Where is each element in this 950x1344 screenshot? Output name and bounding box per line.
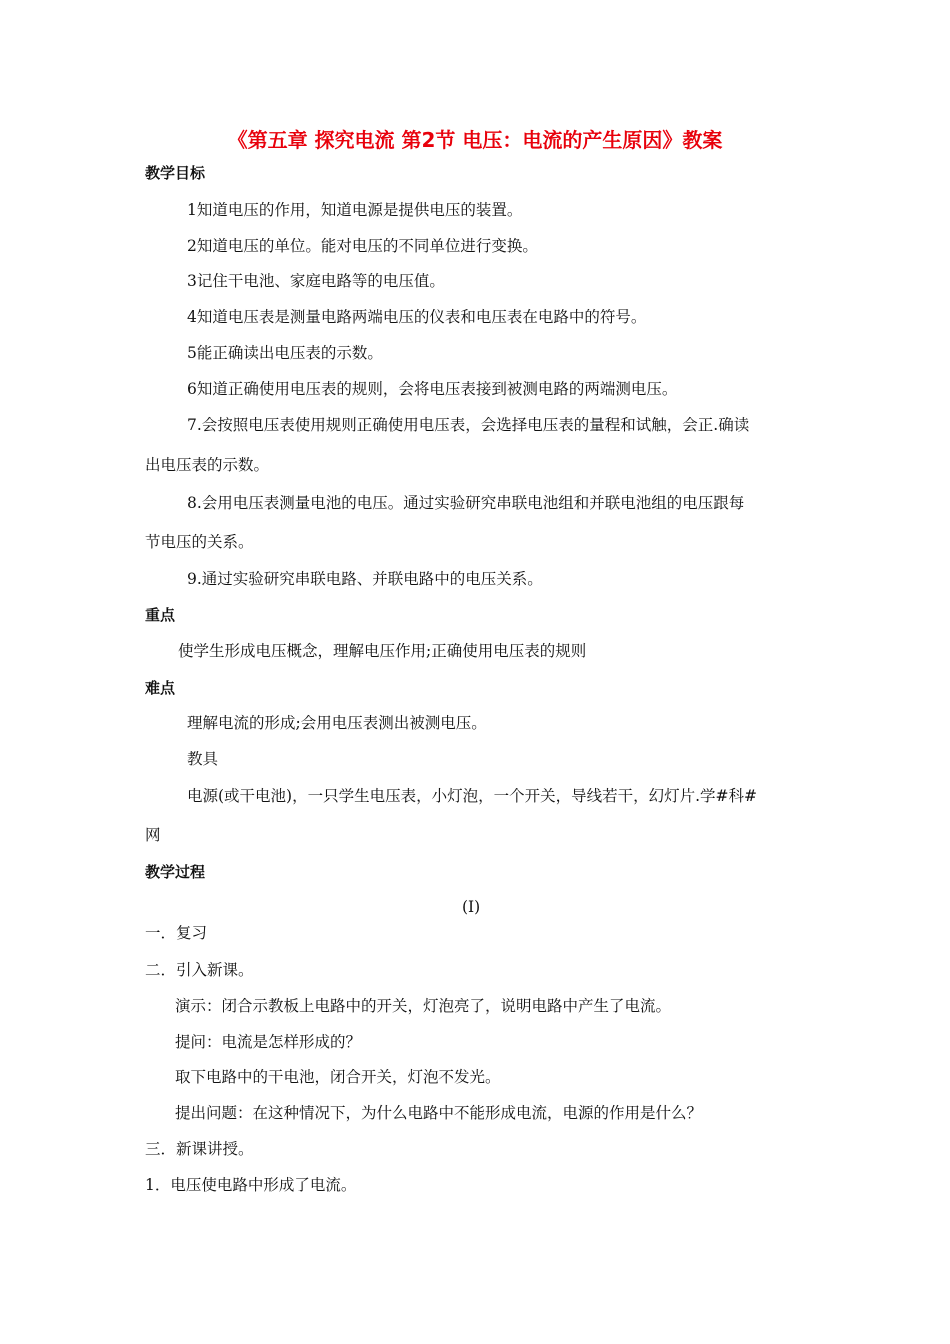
process-problem: 提出问题：在这种情况下，为什么电路中不能形成电流，电源的作用是什么？	[175, 1104, 703, 1122]
objective-item: 节电压的关系。	[145, 533, 254, 551]
tools-text: 电源(或干电池)，一只学生电压表，小灯泡，一个开关，导线若干，幻灯片.学#科#	[187, 787, 757, 805]
key-points-text: 使学生形成电压概念，理解电压作用;正确使用电压表的规则	[178, 642, 587, 660]
process-question: 提问：电流是怎样形成的？	[175, 1033, 362, 1051]
process-part-label: (I)	[462, 898, 481, 916]
objective-item: 9.通过实验研究串联电路、并联电路中的电压关系。	[187, 570, 543, 588]
process-review: 一．复习	[145, 924, 208, 942]
objective-item: 3记住干电池、家庭电路等的电压值。	[187, 272, 445, 290]
objectives-heading: 教学目标	[145, 164, 206, 182]
objective-item: 4知道电压表是测量电路两端电压的仪表和电压表在电路中的符号。	[187, 308, 647, 326]
objective-item: 5能正确读出电压表的示数。	[187, 344, 383, 362]
process-heading: 教学过程	[145, 863, 206, 881]
objective-item: 1知道电压的作用，知道电源是提供电压的装置。	[187, 201, 523, 219]
objective-item: 2知道电压的单位。能对电压的不同单位进行变换。	[187, 237, 538, 255]
tools-heading: 教具	[187, 750, 219, 768]
document-title: 《第五章 探究电流 第2节 电压：电流的产生原因》教案	[227, 128, 723, 152]
objective-item: 7.会按照电压表使用规则正确使用电压表，会选择电压表的量程和试触，会正.确读	[187, 416, 750, 434]
process-remove: 取下电路中的干电池，闭合开关，灯泡不发光。	[175, 1068, 501, 1086]
tools-text-continued: 网	[145, 826, 161, 844]
objective-item: 出电压表的示数。	[145, 456, 270, 474]
difficulties-heading: 难点	[145, 679, 176, 697]
key-points-heading: 重点	[145, 606, 176, 624]
process-point-1: 1．电压使电路中形成了电流。	[145, 1176, 357, 1194]
objective-item: 8.会用电压表测量电池的电压。通过实验研究串联电池组和并联电池组的电压跟每	[187, 494, 745, 512]
process-demo: 演示：闭合示教板上电路中的开关，灯泡亮了，说明电路中产生了电流。	[175, 997, 672, 1015]
difficulties-text: 理解电流的形成;会用电压表测出被测电压。	[187, 714, 487, 732]
process-new-lesson: 三．新课讲授。	[145, 1140, 254, 1158]
objective-item: 6知道正确使用电压表的规则，会将电压表接到被测电路的两端测电压。	[187, 380, 678, 398]
process-intro: 二．引入新课。	[145, 961, 254, 979]
